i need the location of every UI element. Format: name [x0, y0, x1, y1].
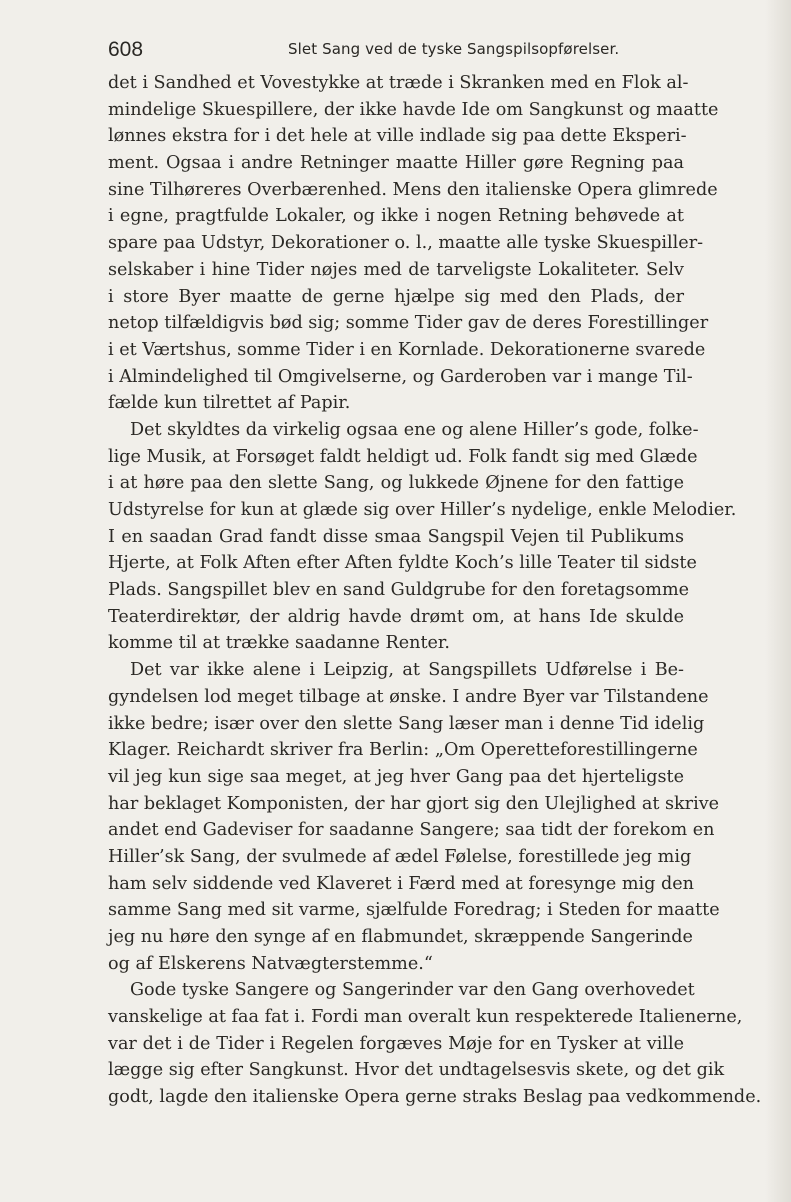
text-line: sine Tilhøreres Overbærenhed. Mens den italienske Opera glimrede — [108, 179, 718, 200]
text-line: har beklaget Komponisten, der har gjort sig den Ulejlighed at skrive — [108, 793, 720, 814]
text-line: mindelige Skuespillere, der ikke havde Ide om Sangkunst og maatte — [108, 99, 719, 120]
text-line: Det skyldtes da virkelig ogsaa ene og alene Hiller’s gode, folke- — [130, 419, 699, 440]
text-line: jeg nu høre den synge af en flabmundet, skræppende Sangerinde — [108, 927, 693, 947]
text-line: netop tilfældigvis bød sig; somme Tider gav de deres Forestillinger — [108, 313, 709, 334]
text-line: fælde kun tilrettet af Papir. — [108, 393, 351, 414]
text-line: selskaber i hine Tider nøjes med de tarveligste Lokaliteter. Selv — [108, 259, 684, 280]
text-line: spare paa Udstyr, Dekorationer o. l., maatte alle tyske Skuespiller- — [108, 233, 704, 254]
text-line: samme Sang med sit varme, sjælfulde Foredrag; i Steden for maatte — [108, 900, 720, 921]
text-line: lige Musik, at Forsøget faldt heldigt ud. Folk fandt sig med Glæde — [108, 446, 698, 467]
text-line: ment. Ogsaa i andre Retninger maatte Hiller gøre Regning paa — [108, 153, 684, 174]
text-line: i at høre paa den slette Sang, og lukkede Øjnene for den fattige — [108, 473, 684, 494]
text-line: vil jeg kun sige saa meget, at jeg hver Gang paa det hjerteligste — [108, 766, 684, 787]
running-title: Slet Sang ved de tyske Sangspilsopførelser. — [288, 40, 620, 58]
text-line: Teaterdirektør, der aldrig havde drømt om, at hans Ide skulde — [108, 606, 684, 627]
text-line: andet end Gadeviser for saadanne Sangere; saa tidt der forekom en — [108, 820, 715, 841]
text-line: det i Sandhed et Vovestykke at træde i Skranken med en Flok al- — [108, 73, 689, 93]
text-line: vanskelige at faa fat i. Fordi man overalt kun respekterede Italienerne, — [108, 1007, 743, 1028]
text-line: komme til at trække saadanne Renter. — [108, 633, 451, 654]
text-line: godt, lagde den italienske Opera gerne straks Beslag paa vedkommende. — [108, 1087, 762, 1108]
text-line: ham selv siddende ved Klaveret i Færd med at foresynge mig den — [108, 873, 694, 894]
text-line: lægge sig efter Sangkunst. Hvor det undtagelsesvis skete, og det gik — [108, 1060, 725, 1081]
page-number: 608 — [108, 38, 144, 61]
page-edge-shadow — [765, 0, 791, 1202]
text-line: Hjerte, at Folk Aften efter Aften fyldte Koch’s lille Teater til sidste — [108, 553, 697, 574]
text-line: var det i de Tider i Regelen forgæves Møje for en Tysker at ville — [108, 1033, 684, 1054]
text-line: Det var ikke alene i Leipzig, at Sangspillets Udførelse i Be- — [130, 660, 684, 681]
text-line: gyndelsen lod meget tilbage at ønske. I andre Byer var Tilstandene — [108, 686, 709, 707]
text-line: i store Byer maatte de gerne hjælpe sig med den Plads, der — [108, 286, 684, 307]
text-line: i Almindelighed til Omgivelserne, og Garderoben var i mange Til- — [108, 366, 693, 387]
text-line: i et Værtshus, somme Tider i en Kornlade. Dekorationerne svarede — [108, 339, 706, 360]
text-body — [108, 70, 762, 1111]
text-line: ikke bedre; især over den slette Sang læser man i denne Tid idelig — [108, 713, 705, 734]
text-line: Hiller’sk Sang, der svulmede af ædel Følelse, forestillede jeg mig — [108, 846, 692, 867]
text-line: og af Elskerens Natvægterstemme.“ — [108, 953, 433, 974]
text-line: I en saadan Grad fandt disse smaa Sangspil Vejen til Publikums — [108, 526, 684, 547]
page-header — [108, 34, 688, 64]
text-line: Udstyrelse for kun at glæde sig over Hiller’s nydelige, enkle Melodier. — [108, 500, 737, 520]
text-line: i egne, pragtfulde Lokaler, og ikke i nogen Retning behøvede at — [108, 206, 684, 227]
text-line: lønnes ekstra for i det hele at ville indlade sig paa dette Eksperi- — [108, 126, 687, 147]
text-line: Plads. Sangspillet blev en sand Guldgrube for den foretagsomme — [108, 580, 690, 601]
text-line: Gode tyske Sangere og Sangerinder var den Gang overhovedet — [130, 980, 695, 1001]
text-line: Klager. Reichardt skriver fra Berlin: „Om Operetteforestillingerne — [108, 740, 698, 761]
